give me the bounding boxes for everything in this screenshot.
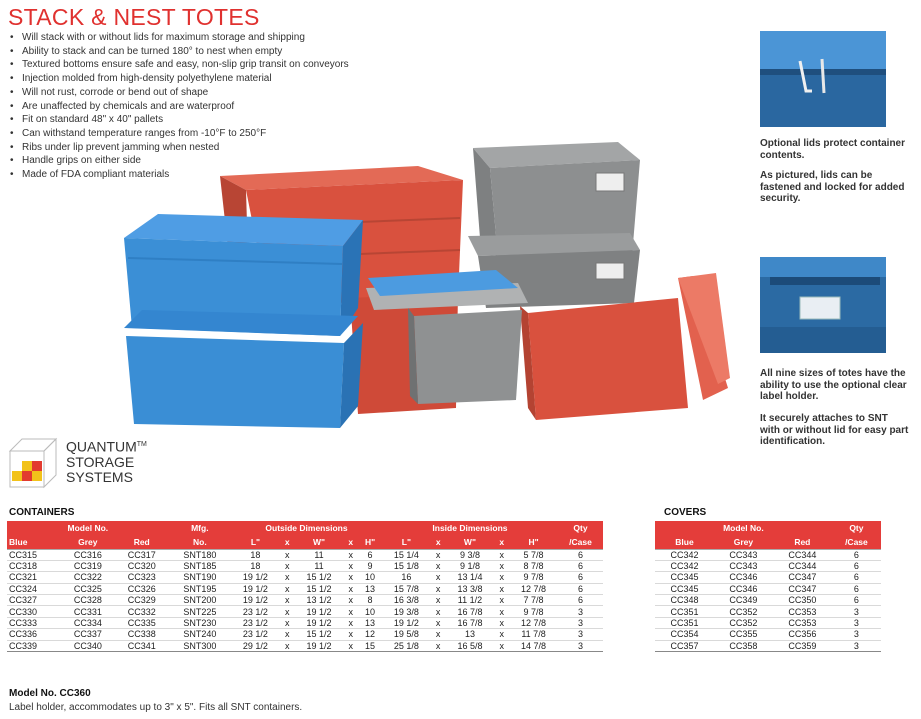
cell-outside-l: 19 1/2	[231, 572, 280, 583]
cell-grey: CC337	[61, 629, 115, 640]
table-row	[655, 617, 881, 628]
cell-outside-l: 29 1/2	[231, 640, 280, 651]
containers-body	[7, 549, 603, 652]
header-blue: Blue	[7, 535, 61, 549]
feature-item: • Fit on standard 48" x 40" pallets	[10, 113, 349, 127]
feature-item: • Made of FDA compliant materials	[10, 168, 349, 182]
header-inside-dimensions: Inside Dimensions	[382, 521, 558, 535]
table-row	[7, 640, 603, 651]
cell-outside-l: 18	[231, 549, 280, 560]
cell-mfg-no: SNT300	[169, 640, 231, 651]
cell-red: CC347	[773, 572, 832, 583]
table-row	[655, 629, 881, 640]
covers-section-title: COVERS	[664, 507, 707, 518]
blue-tote-stack	[124, 214, 363, 428]
cell-x: x	[494, 583, 509, 594]
cell-blue: CC357	[655, 640, 714, 651]
cell-x: x	[494, 617, 509, 628]
cell-inside-l: 15 1/4	[382, 549, 431, 560]
header-x: x	[494, 535, 509, 549]
header-inside-w: W"	[446, 535, 495, 549]
cell-x: x	[343, 549, 358, 560]
cell-mfg-no: SNT200	[169, 595, 231, 606]
feature-item: • Will not rust, corrode or bend out of shape	[10, 86, 349, 100]
cell-outside-l: 18	[231, 560, 280, 571]
header-x: x	[343, 535, 358, 549]
cell-x: x	[494, 549, 509, 560]
cell-qty-per-case: 6	[558, 572, 603, 583]
cell-qty-per-case: 3	[558, 617, 603, 628]
cell-red: CC332	[115, 606, 169, 617]
cell-x: x	[280, 583, 295, 594]
cell-qty-per-case: 6	[832, 549, 881, 560]
cell-outside-w: 15 1/2	[295, 572, 344, 583]
cell-x: x	[280, 617, 295, 628]
logo-line3: SYSTEMS	[66, 468, 133, 485]
cell-x: x	[280, 572, 295, 583]
cell-mfg-no: SNT185	[169, 560, 231, 571]
table-row	[7, 583, 603, 594]
covers-header-per-case: /Case	[832, 535, 881, 549]
header-outside-w: W"	[295, 535, 344, 549]
logo-line2: STORAGE	[66, 453, 135, 470]
cell-qty-per-case: 3	[558, 640, 603, 651]
cell-inside-w: 9 1/8	[446, 560, 495, 571]
cell-qty-per-case: 3	[832, 606, 881, 617]
cell-blue: CC333	[7, 617, 61, 628]
covers-header-red: Red	[773, 535, 832, 549]
cell-x: x	[494, 595, 509, 606]
cell-qty-per-case: 6	[832, 560, 881, 571]
header-x: x	[431, 535, 446, 549]
cell-blue: CC342	[655, 549, 714, 560]
cell-grey: CC334	[61, 617, 115, 628]
cell-red: CC329	[115, 595, 169, 606]
cell-inside-w: 16 7/8	[446, 606, 495, 617]
feature-item: • Are unaffected by chemicals and are waterproof	[10, 100, 349, 114]
cell-outside-l: 19 1/2	[231, 595, 280, 606]
cell-grey: CC316	[61, 549, 115, 560]
table-row	[7, 617, 603, 628]
cell-inside-l: 25 1/8	[382, 640, 431, 651]
cell-grey: CC352	[714, 617, 773, 628]
cell-inside-h: 9 7/8	[509, 572, 558, 583]
containers-section-title: CONTAINERS	[9, 507, 75, 518]
cell-outside-h: 10	[358, 606, 382, 617]
cell-red: CC320	[115, 560, 169, 571]
cell-inside-h: 14 7/8	[509, 640, 558, 651]
cell-outside-h: 12	[358, 629, 382, 640]
logo-line1: QUANTUM	[66, 438, 137, 455]
cell-inside-w: 9 3/8	[446, 549, 495, 560]
header-outside-dimensions: Outside Dimensions	[231, 521, 382, 535]
covers-header-model-no: Model No.	[655, 521, 832, 535]
cell-red: CC341	[115, 640, 169, 651]
cell-blue: CC354	[655, 629, 714, 640]
cell-x: x	[431, 617, 446, 628]
table-row	[655, 572, 881, 583]
cell-mfg-no: SNT195	[169, 583, 231, 594]
cell-red: CC317	[115, 549, 169, 560]
cell-qty-per-case: 6	[832, 572, 881, 583]
table-row	[7, 606, 603, 617]
header-red: Red	[115, 535, 169, 549]
cell-outside-h: 15	[358, 640, 382, 651]
logo-cube-icon	[8, 437, 60, 491]
cell-blue: CC351	[655, 606, 714, 617]
cell-x: x	[494, 640, 509, 651]
header-inside-h: H"	[509, 535, 558, 549]
cell-x: x	[280, 560, 295, 571]
cell-inside-l: 19 3/8	[382, 606, 431, 617]
table-row	[655, 606, 881, 617]
cell-grey: CC358	[714, 640, 773, 651]
cell-x: x	[280, 640, 295, 651]
cell-red: CC344	[773, 560, 832, 571]
cell-inside-l: 19 1/2	[382, 617, 431, 628]
cell-inside-h: 7 7/8	[509, 595, 558, 606]
cell-mfg-no: SNT225	[169, 606, 231, 617]
cell-x: x	[431, 572, 446, 583]
cell-blue: CC327	[7, 595, 61, 606]
cell-blue: CC330	[7, 606, 61, 617]
cell-grey: CC346	[714, 572, 773, 583]
cell-grey: CC331	[61, 606, 115, 617]
cell-inside-l: 16 3/8	[382, 595, 431, 606]
cell-blue: CC348	[655, 595, 714, 606]
table-row	[7, 629, 603, 640]
cell-inside-h: 5 7/8	[509, 549, 558, 560]
covers-header-top	[655, 521, 881, 535]
cell-qty-per-case: 3	[558, 606, 603, 617]
label-holder-caption: All nine sizes of totes have the ability to use the optional clear label holder.	[760, 368, 907, 403]
cell-outside-h: 8	[358, 595, 382, 606]
header-outside-h: H"	[358, 535, 382, 549]
lid-caption-security: As pictured, lids can be fastened and locked for added security.	[760, 170, 905, 205]
cell-grey: CC325	[61, 583, 115, 594]
cell-x: x	[431, 560, 446, 571]
cell-inside-h: 9 7/8	[509, 606, 558, 617]
cell-inside-w: 16 7/8	[446, 617, 495, 628]
cell-outside-h: 13	[358, 617, 382, 628]
cell-qty-per-case: 6	[832, 583, 881, 594]
cell-x: x	[494, 629, 509, 640]
covers-table	[655, 521, 881, 652]
cell-red: CC350	[773, 595, 832, 606]
containers-header-top	[7, 521, 603, 535]
cell-inside-l: 19 5/8	[382, 629, 431, 640]
containers-table	[7, 521, 603, 652]
cell-x: x	[280, 629, 295, 640]
table-row	[655, 583, 881, 594]
cell-grey: CC343	[714, 560, 773, 571]
table-row	[655, 549, 881, 560]
cell-red: CC359	[773, 640, 832, 651]
cell-x: x	[343, 640, 358, 651]
cell-qty-per-case: 6	[558, 595, 603, 606]
cell-x: x	[431, 640, 446, 651]
label-holder-model: Model No. CC360	[9, 688, 91, 699]
cell-red: CC353	[773, 606, 832, 617]
cell-x: x	[280, 606, 295, 617]
feature-item: • Ribs under lip prevent jamming when nested	[10, 141, 349, 155]
covers-header-grey: Grey	[714, 535, 773, 549]
cell-mfg-no: SNT180	[169, 549, 231, 560]
feature-item: • Will stack with or without lids for maximum storage and shipping	[10, 31, 349, 45]
cell-inside-w: 13	[446, 629, 495, 640]
cell-inside-h: 11 7/8	[509, 629, 558, 640]
cell-red: CC353	[773, 617, 832, 628]
table-row	[7, 595, 603, 606]
cell-grey: CC343	[714, 549, 773, 560]
cell-outside-l: 23 1/2	[231, 606, 280, 617]
cell-red: CC323	[115, 572, 169, 583]
cell-grey: CC346	[714, 583, 773, 594]
cell-red: CC344	[773, 549, 832, 560]
table-row	[7, 560, 603, 571]
cell-grey: CC352	[714, 606, 773, 617]
covers-header-blue: Blue	[655, 535, 714, 549]
header-inside-l: L"	[382, 535, 431, 549]
label-holder-photo	[760, 257, 886, 353]
cell-outside-w: 19 1/2	[295, 617, 344, 628]
cell-qty-per-case: 3	[558, 629, 603, 640]
cell-x: x	[431, 595, 446, 606]
cell-blue: CC315	[7, 549, 61, 560]
totes-product-image	[118, 138, 730, 434]
cell-x: x	[431, 583, 446, 594]
cell-inside-w: 13 1/4	[446, 572, 495, 583]
cell-grey: CC319	[61, 560, 115, 571]
cell-qty-per-case: 3	[832, 640, 881, 651]
cell-outside-l: 23 1/2	[231, 617, 280, 628]
table-row	[655, 640, 881, 651]
lid-latch-photo	[760, 31, 886, 127]
cell-qty-per-case: 6	[558, 583, 603, 594]
cell-inside-h: 12 7/8	[509, 583, 558, 594]
cell-outside-w: 15 1/2	[295, 583, 344, 594]
cell-outside-w: 11	[295, 549, 344, 560]
table-row	[7, 549, 603, 560]
cell-x: x	[343, 606, 358, 617]
feature-item: • Handle grips on either side	[10, 154, 349, 168]
cell-red: CC347	[773, 583, 832, 594]
cell-qty-per-case: 6	[558, 560, 603, 571]
header-x: x	[280, 535, 295, 549]
cell-x: x	[343, 583, 358, 594]
covers-header-sub	[655, 535, 881, 549]
cell-outside-w: 19 1/2	[295, 606, 344, 617]
feature-item: • Injection molded from high-density polyethylene material	[10, 72, 349, 86]
cell-red: CC326	[115, 583, 169, 594]
cell-x: x	[343, 629, 358, 640]
table-row	[655, 560, 881, 571]
cell-x: x	[431, 629, 446, 640]
cell-outside-w: 13 1/2	[295, 595, 344, 606]
cell-x: x	[343, 560, 358, 571]
header-qty: Qty	[558, 521, 603, 535]
table-row	[7, 572, 603, 583]
header-model-no: Model No.	[7, 521, 169, 535]
cell-qty-per-case: 6	[832, 595, 881, 606]
cell-inside-w: 16 5/8	[446, 640, 495, 651]
cell-inside-h: 12 7/8	[509, 617, 558, 628]
cell-outside-w: 19 1/2	[295, 640, 344, 651]
cell-grey: CC340	[61, 640, 115, 651]
cell-inside-w: 13 3/8	[446, 583, 495, 594]
cell-x: x	[343, 572, 358, 583]
containers-header-sub	[7, 535, 603, 549]
cell-blue: CC336	[7, 629, 61, 640]
cell-blue: CC318	[7, 560, 61, 571]
logo-text	[66, 437, 147, 485]
cell-blue: CC345	[655, 572, 714, 583]
logo-trademark: TM	[136, 441, 147, 448]
header-outside-l: L"	[231, 535, 280, 549]
cell-red: CC356	[773, 629, 832, 640]
cell-inside-l: 15 7/8	[382, 583, 431, 594]
cell-x: x	[280, 595, 295, 606]
cell-blue: CC342	[655, 560, 714, 571]
cell-grey: CC349	[714, 595, 773, 606]
cell-blue: CC351	[655, 617, 714, 628]
header-mfg: Mfg.	[169, 521, 231, 535]
cell-qty-per-case: 3	[832, 629, 881, 640]
cell-blue: CC324	[7, 583, 61, 594]
cell-outside-h: 10	[358, 572, 382, 583]
header-per-case: /Case	[558, 535, 603, 549]
cell-mfg-no: SNT230	[169, 617, 231, 628]
feature-item: • Ability to stack and can be turned 180° to nest when empty	[10, 45, 349, 59]
covers-body	[655, 549, 881, 652]
cell-red: CC338	[115, 629, 169, 640]
cell-red: CC335	[115, 617, 169, 628]
cell-grey: CC355	[714, 629, 773, 640]
header-no: No.	[169, 535, 231, 549]
label-holder-caption-attach: It securely attaches to SNT with or without lid for easy part identification.	[760, 413, 909, 448]
label-holder-description: Label holder, accommodates up to 3" x 5". Fits all SNT containers.	[9, 702, 303, 713]
cell-qty-per-case: 3	[832, 617, 881, 628]
cell-inside-w: 11 1/2	[446, 595, 495, 606]
cell-inside-h: 8 7/8	[509, 560, 558, 571]
page-title: STACK & NEST TOTES	[8, 4, 260, 30]
cell-x: x	[343, 617, 358, 628]
cell-blue: CC345	[655, 583, 714, 594]
header-grey: Grey	[61, 535, 115, 549]
table-row	[655, 595, 881, 606]
cell-x: x	[431, 549, 446, 560]
cell-qty-per-case: 6	[558, 549, 603, 560]
cell-x: x	[280, 549, 295, 560]
cell-outside-w: 15 1/2	[295, 629, 344, 640]
cell-mfg-no: SNT240	[169, 629, 231, 640]
feature-item: • Textured bottoms ensure safe and easy, non-slip grip transit on conveyors	[10, 58, 349, 72]
cell-outside-h: 9	[358, 560, 382, 571]
feature-item: • Can withstand temperature ranges from -10°F to 250°F	[10, 127, 349, 141]
cell-x: x	[431, 606, 446, 617]
cell-outside-l: 19 1/2	[231, 583, 280, 594]
cell-inside-l: 16	[382, 572, 431, 583]
quantum-logo	[8, 437, 208, 491]
cell-x: x	[494, 572, 509, 583]
cell-inside-l: 15 1/8	[382, 560, 431, 571]
cell-blue: CC339	[7, 640, 61, 651]
cell-grey: CC322	[61, 572, 115, 583]
covers-header-qty: Qty	[832, 521, 881, 535]
cell-x: x	[343, 595, 358, 606]
cell-outside-w: 11	[295, 560, 344, 571]
cell-x: x	[494, 606, 509, 617]
cell-outside-h: 13	[358, 583, 382, 594]
cell-blue: CC321	[7, 572, 61, 583]
cell-grey: CC328	[61, 595, 115, 606]
cell-x: x	[494, 560, 509, 571]
cell-mfg-no: SNT190	[169, 572, 231, 583]
cell-outside-l: 23 1/2	[231, 629, 280, 640]
lid-caption: Optional lids protect container contents.	[760, 138, 906, 161]
cell-outside-h: 6	[358, 549, 382, 560]
